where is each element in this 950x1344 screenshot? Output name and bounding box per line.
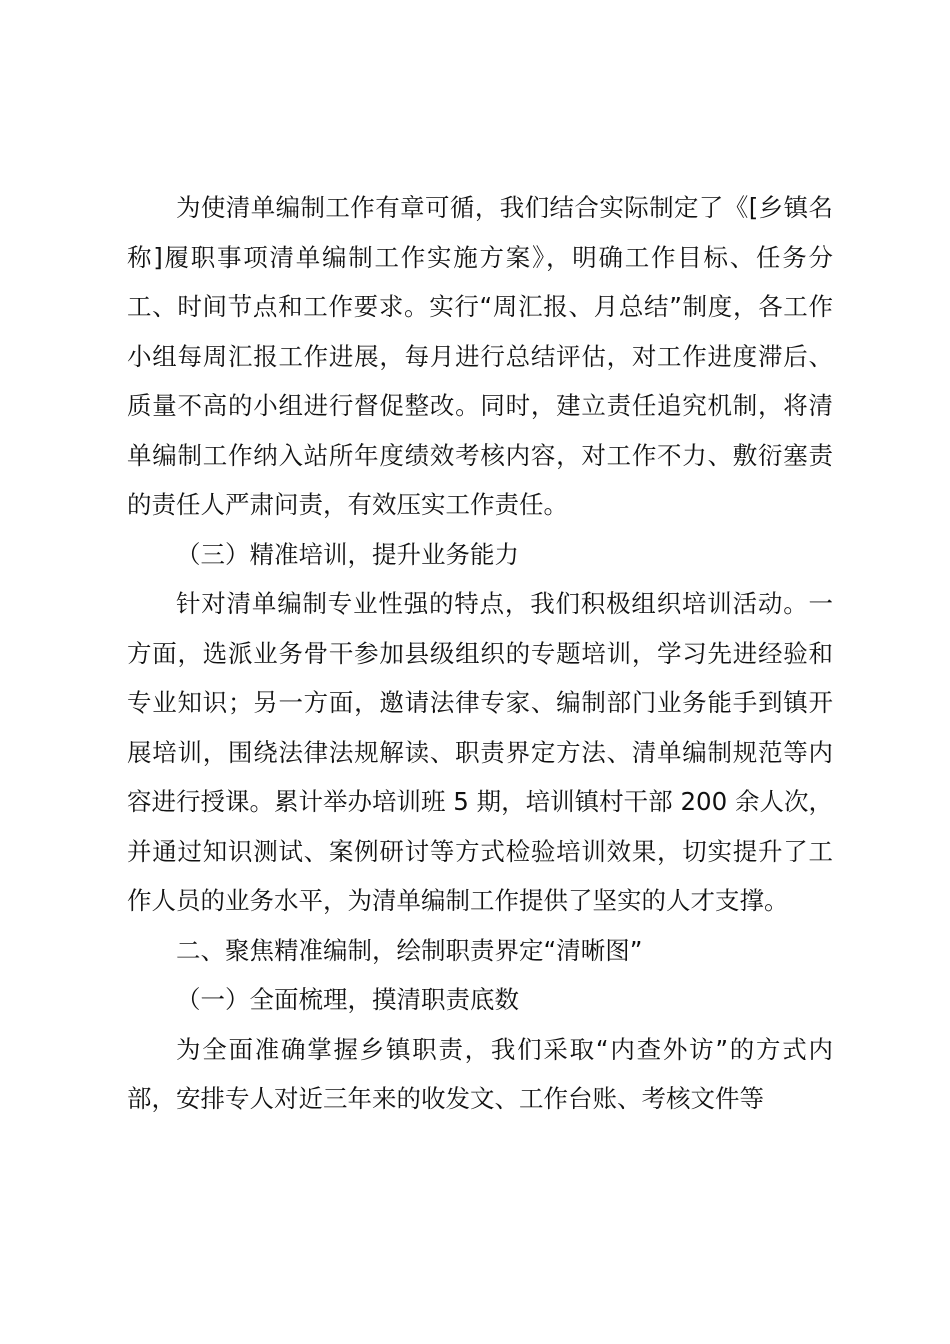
subheading-comprehensive-review: （一）全面梳理，摸清职责底数 <box>176 985 519 1014</box>
section-heading-precise-compilation: 二、聚焦精准编制，绘制职责界定“清晰图” <box>176 935 643 965</box>
paragraph-implementation-plan: 为使清单编制工作有章可循，我们结合实际制定了《[乡镇名称]履职事项清单编制工作实施方案》，明确工作目标、任务分工、时间节点和工作要求。实行“周汇报、月总结”制度，各工作小组每周汇报工作进展，每月进行总结评估，对工作进度滞后、质量不高的小组进行督促整改。同时，建立责任追究机制，将清单编制工作纳入站所年度绩效考核内容，对工作不力、敷衍塞责的责任人严肃问责，有效压实工作责任。 <box>127 193 833 519</box>
paragraph-internal-external-visits: 为全面准确掌握乡镇职责，我们采取“内查外访”的方式内部，安排专人对近三年来的收发文、工作台账、考核文件等 <box>127 1034 833 1113</box>
paragraph-training-activities: 针对清单编制专业性强的特点，我们积极组织培训活动。一方面，选派业务骨干参加县级组织的专题培训，学习先进经验和专业知识；另一方面，邀请法律专家、编制部门业务能手到镇开展培训，围绕法律法规解读、职责界定方法、清单编制规范等内容进行授课。累计举办培训班 5 期，培训镇村干部 200 余人次，并通过知识测试、案例研讨等方式检验培训效果，切实提升了工作人员的业务水平，为清单编制工作提供了坚实的人才支撑。 <box>127 589 833 915</box>
subheading-precise-training: （三）精准培训，提升业务能力 <box>176 539 519 569</box>
document-body <box>127 183 833 1124</box>
